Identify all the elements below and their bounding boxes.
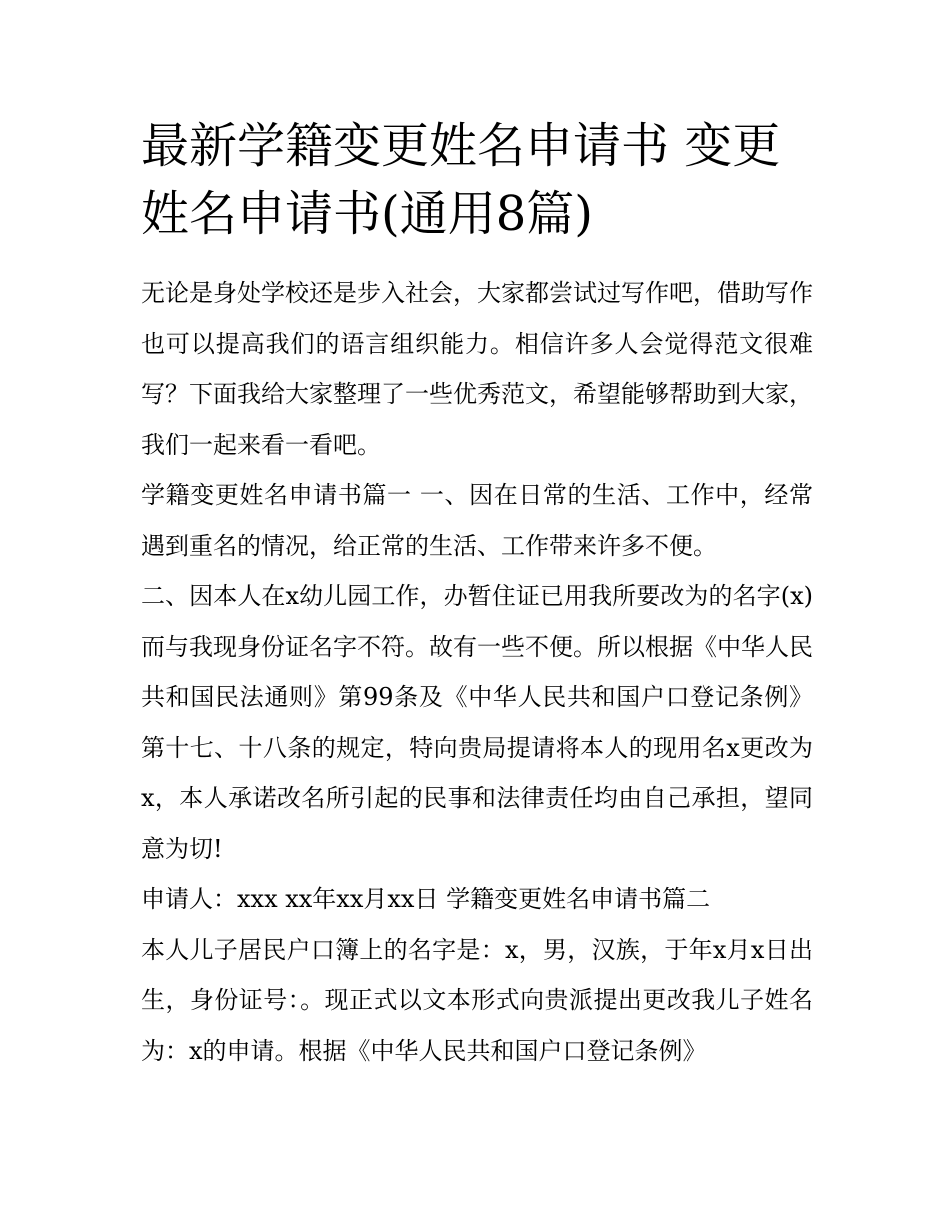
document-body (141, 112, 813, 1076)
paragraph-article-one: 学籍变更姓名申请书篇一 一、因在日常的生活、工作中，经常遇到重名的情况，给正常的生活、工作带来许多不便。 (141, 481, 813, 560)
paragraph-article-two: 本人儿子居民户口簿上的名字是：x，男，汉族，于年x月x日出生，身份证号：。现正式以文本形式向贵派提出更改我儿子姓名为：x的申请。根据《中华人民共和国户口登记条例》 (141, 935, 813, 1065)
document-title: 最新学籍变更姓名申请书 变更姓名申请书(通用8篇) (141, 118, 781, 242)
paragraph-applicant: 申请人：xxx xx年xx月xx日 学籍变更姓名申请书篇二 (141, 885, 711, 913)
paragraph-reason-two: 二、因本人在x幼儿园工作，办暂住证已用我所要改为的名字(x)而与我现身份证名字不符。故有一些不便。所以根据《中华人民共和国民法通则》第99条及《中华人民共和国户口登记条例》第十七、十八条的规定，特向贵局提请将本人的现用名x更改为x，本人承诺改名所引起的民事和法律责任均由自己承担，望同意为切! (141, 582, 813, 863)
paragraph-intro: 无论是身处学校还是步入社会，大家都尝试过写作吧，借助写作也可以提高我们的语言组织能力。相信许多人会觉得范文很难写？下面我给大家整理了一些优秀范文，希望能够帮助到大家，我们一起来看一看吧。 (141, 279, 813, 459)
